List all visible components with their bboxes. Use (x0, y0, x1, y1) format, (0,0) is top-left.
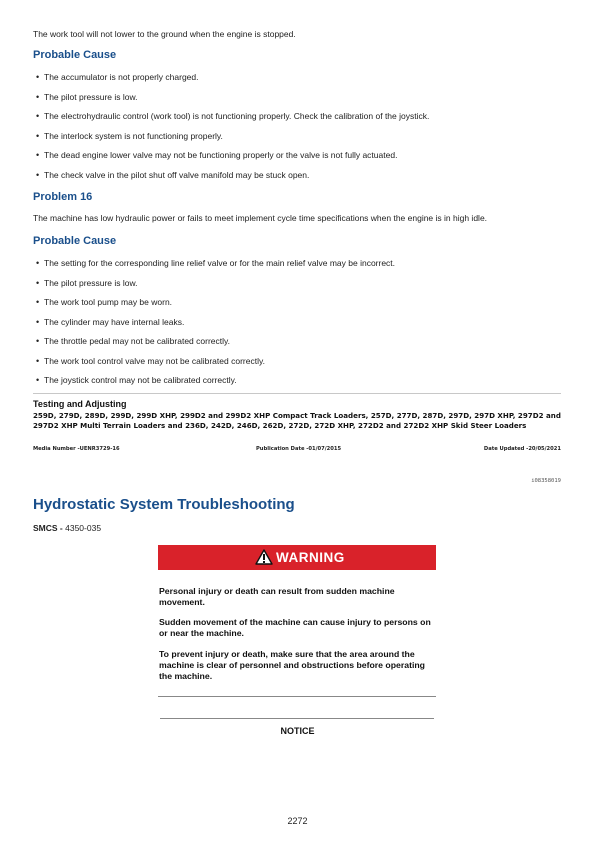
warning-text: To prevent injury or death, make sure that the area around the machine is clear of personnel and obstructions before operating the machine. (159, 649, 425, 681)
list-item: • The setting for the corresponding line relief valve or for the main relief valve may be incorrect. (44, 258, 395, 269)
list-item: • The joystick control may not be calibrated correctly. (44, 375, 237, 386)
model-list: 259D, 279D, 289D, 299D, 299D XHP, 299D2 and 299D2 XHP Compact Track Loaders, 257D, 277D, 287D, 297D, 297D XHP, 297D2 and 297D2 XHP Multi Terrain Loaders and 236D, 242D, 246D, 262D, 272D, 272D XHP, 272D2 and 272D2 XHP Skid Steer Loaders (33, 411, 561, 430)
probable-cause-heading: Probable Cause (33, 235, 117, 247)
page-number: 2272 (287, 816, 308, 826)
smcs-code (33, 523, 101, 533)
list-item: • The throttle pedal may not be calibrated correctly. (44, 336, 230, 347)
problem-text: The machine has low hydraulic power or fails to meet implement cycle time specifications when the engine is in high idle. (33, 213, 488, 223)
warning-banner (158, 545, 436, 570)
list-item: • The work tool pump may be worn. (44, 297, 172, 308)
warning-text: Sudden movement of the machine can cause injury to persons on or near the machine. (159, 617, 431, 638)
section-divider (33, 393, 561, 394)
list-item: • The electrohydraulic control (work tool) is not functioning properly. Check the calibration of the joystick. (44, 111, 429, 122)
section-title: Hydrostatic System Troubleshooting (33, 496, 295, 513)
document-id: i08358019 (531, 478, 561, 484)
warning-bottom-rule (158, 696, 436, 697)
list-item: • The accumulator is not properly charged. (44, 72, 199, 83)
smcs-value: 4350-035 (65, 523, 102, 533)
list-item: • The dead engine lower valve may not be functioning properly or the valve is not fully actuated. (44, 150, 397, 161)
date-updated: Date Updated -20/05/2021 (483, 446, 561, 452)
intro-text: The work tool will not lower to the ground when the engine is stopped. (33, 29, 296, 39)
list-item: • The pilot pressure is low. (44, 278, 138, 289)
list-item: • The interlock system is not functioning properly. (44, 131, 223, 142)
list-item: • The cylinder may have internal leaks. (44, 317, 184, 328)
problem-heading: Problem 16 (33, 191, 93, 203)
probable-cause-heading: Probable Cause (33, 49, 117, 61)
list-item: • The pilot pressure is low. (44, 92, 138, 103)
warning-label: WARNING (276, 550, 345, 565)
doc-title: Testing and Adjusting (33, 399, 127, 409)
notice-label: NOTICE (280, 726, 315, 736)
list-item: • The work tool control valve may not be calibrated correctly. (44, 356, 265, 367)
smcs-label: SMCS - (33, 523, 63, 533)
warning-text: Personal injury or death can result from sudden machine movement. (159, 586, 395, 607)
list-item: • The check valve in the pilot shut off valve manifold may be stuck open. (44, 170, 309, 181)
media-number: Media Number -UENR3729-16 (33, 446, 120, 452)
publication-date: Publication Date -01/07/2015 (256, 446, 342, 452)
warning-triangle-icon (255, 549, 273, 565)
notice-top-rule (160, 718, 434, 719)
